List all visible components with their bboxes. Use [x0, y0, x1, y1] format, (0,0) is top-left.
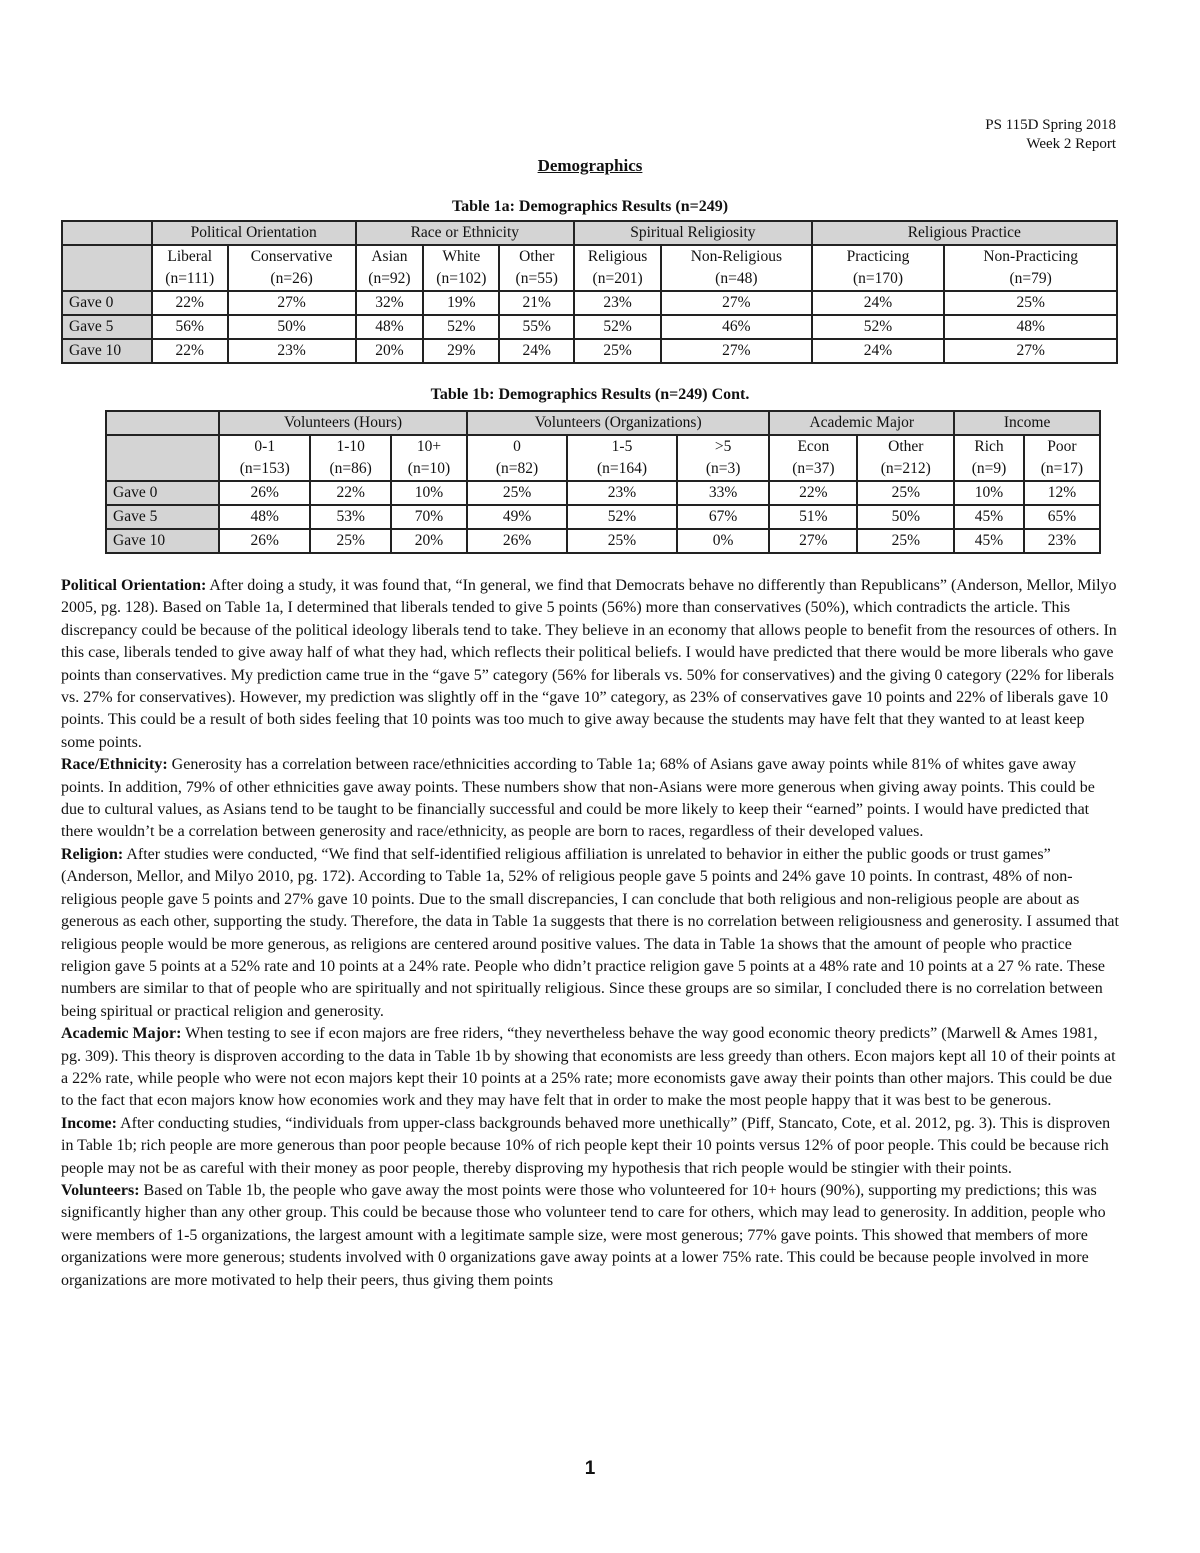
table-cell: 23%	[1024, 529, 1100, 553]
row-label: Gave 0	[106, 481, 219, 505]
column-header: Practicing (n=170)	[812, 245, 945, 291]
table-cell: 46%	[661, 315, 812, 339]
table-corner-cell	[62, 245, 152, 291]
table-cell: 24%	[499, 339, 574, 363]
table-cell: 22%	[310, 481, 390, 505]
paragraph-heading: Academic Major:	[61, 1025, 182, 1043]
table-cell: 65%	[1024, 505, 1100, 529]
table-row	[62, 291, 1117, 315]
report-label: Week 2 Report	[1026, 136, 1116, 152]
paragraph-volunteers	[61, 1180, 1119, 1292]
table-1b-caption: Table 1b: Demographics Results (n=249) Cont.	[430, 386, 750, 403]
table-cell: 27%	[769, 529, 857, 553]
table-cell: 22%	[152, 291, 228, 315]
group-header: Spiritual Religiosity	[574, 221, 812, 245]
page-header	[985, 116, 1116, 154]
table-cell: 48%	[944, 315, 1117, 339]
table-cell: 25%	[857, 481, 954, 505]
table-cell: 25%	[467, 481, 567, 505]
table-corner-cell	[106, 435, 219, 481]
row-label: Gave 5	[62, 315, 152, 339]
table-corner-cell	[106, 411, 219, 435]
table-cell: 23%	[567, 481, 677, 505]
paragraph-heading: Race/Ethnicity:	[61, 756, 168, 774]
table-cell: 26%	[219, 529, 310, 553]
table-cell: 25%	[944, 291, 1117, 315]
paragraph-heading: Volunteers:	[61, 1181, 140, 1199]
column-header: Other (n=212)	[857, 435, 954, 481]
paragraph-text: After studies were conducted, “We find that self-identified religious affiliation is unrelated to behavior in either the public goods or trust games” (Anderson, Mellor, and Milyo 2010, pg. 172). According to Table 1a, 52% of religious people gave 5 points and 24% gave 10 points. In contrast, 48% of non-religious people gave 5 points and 27% gave 10 points. Due to the small discrepancies, I can conclude that both religious and non-religious people are about as generous as each other, supporting the study. Therefore, the data in Table 1a suggests that there is no correlation between religiousness and generosity. I assumed that religious people would be more generous, as religions are centered around positive values. The data in Table 1a shows that the amount of people who practice religion gave 5 points at a 52% rate and 10 points at a 24% rate. People who didn’t practice religion gave 5 points at a 48% rate and 10 points at a 27 % rate. These numbers are similar to that of people who are spiritually and not spiritually religious. Since these groups are so similar, I concluded there is no correlation between being spiritual or practical religion and generosity.	[61, 845, 1119, 1020]
table-cell: 55%	[499, 315, 574, 339]
table-cell: 53%	[310, 505, 390, 529]
column-header: Non-Religious (n=48)	[661, 245, 812, 291]
table-cell: 27%	[661, 291, 812, 315]
table-cell: 67%	[677, 505, 769, 529]
paragraph-text: After conducting studies, “individuals from upper-class backgrounds behaved more unethically” (Piff, Stancato, Cote, et al. 2012, pg. 3). This is disproven in Table 1b; rich people are more generous than poor people because 10% of rich people kept their 10 points versus 12% of poor people. This could be because rich people may not be as careful with their money as poor people, thereby disproving my hypothesis that rich people would be stingier with their points.	[61, 1114, 1111, 1177]
group-header: Political Orientation	[152, 221, 356, 245]
paragraph-text: Based on Table 1b, the people who gave away the most points were those who volunteered for 10+ hours (90%), supporting my predictions; this was significantly higher than any other group. This could be because those who volunteer tend to care for others, which may lead to generosity. In addition, people who were members of 1-5 organizations, the largest amount with a legitimate sample size, were most generous; 77% gave points. This showed that members of more organizations were more generous; students involved with 0 organizations gave away points at a lower 75% rate. This could be because people involved in more organizations are more motivated to help their peers, thus giving them points	[61, 1181, 1106, 1289]
group-header: Academic Major	[769, 411, 954, 435]
table-cell: 22%	[769, 481, 857, 505]
column-header: Rich (n=9)	[954, 435, 1024, 481]
column-header: Econ (n=37)	[769, 435, 857, 481]
table-cell: 29%	[423, 339, 499, 363]
table-cell: 22%	[152, 339, 228, 363]
row-label: Gave 0	[62, 291, 152, 315]
table-cell: 27%	[228, 291, 356, 315]
paragraph-political-orientation	[61, 575, 1119, 754]
table-cell: 50%	[228, 315, 356, 339]
paragraph-heading: Income:	[61, 1114, 117, 1132]
table-cell: 10%	[391, 481, 467, 505]
table-cell: 23%	[228, 339, 356, 363]
column-header: 1-10 (n=86)	[310, 435, 390, 481]
paragraph-heading: Religion:	[61, 845, 124, 863]
table-cell: 50%	[857, 505, 954, 529]
column-header: Religious (n=201)	[574, 245, 661, 291]
table-cell: 10%	[954, 481, 1024, 505]
table-cell: 52%	[812, 315, 945, 339]
table-cell: 52%	[567, 505, 677, 529]
table-corner-cell	[62, 221, 152, 245]
table-cell: 19%	[423, 291, 499, 315]
table-cell: 0%	[677, 529, 769, 553]
column-header: Asian (n=92)	[356, 245, 424, 291]
column-header: 0-1 (n=153)	[219, 435, 310, 481]
table-cell: 25%	[574, 339, 661, 363]
group-header: Volunteers (Hours)	[219, 411, 467, 435]
group-header: Volunteers (Organizations)	[467, 411, 769, 435]
report-body	[61, 575, 1119, 1292]
paragraph-race-ethnicity	[61, 754, 1119, 844]
table-cell: 25%	[567, 529, 677, 553]
table-cell: 48%	[219, 505, 310, 529]
column-header: 0 (n=82)	[467, 435, 567, 481]
paragraph-text: Generosity has a correlation between race/ethnicities according to Table 1a; 68% of Asians gave away points while 81% of whites gave away points. In addition, 79% of other ethnicities gave away points. These numbers show that non-Asians were more generous when giving away points. This could be due to cultural values, as Asians tend to be taught to be financially successful and could be more likely to keep their “earned” points. I would have predicted that there wouldn’t be a correlation between generosity and race/ethnicity, as people are born to races, regardless of their developed values.	[61, 756, 1095, 841]
column-header: Conservative (n=26)	[228, 245, 356, 291]
table-cell: 45%	[954, 529, 1024, 553]
table-cell: 70%	[391, 505, 467, 529]
group-header: Income	[954, 411, 1100, 435]
page-number: 1	[584, 1458, 596, 1479]
table-cell: 33%	[677, 481, 769, 505]
table-cell: 48%	[356, 315, 424, 339]
table-cell: 32%	[356, 291, 424, 315]
paragraph-text: When testing to see if econ majors are free riders, “they nevertheless behave the way good economic theory predicts” (Marwell & Ames 1981, pg. 309). This theory is disproven according to the data in Table 1b by showing that economists are less greedy than others. Econ majors kept all 10 of their points at a 22% rate, while people who were not econ majors kept their 10 points at a 25% rate; more economists gave away their points than other majors. This could be due to the fact that econ majors know how economies work and they may have felt that in order to make the most people happy that it was best to be generous.	[61, 1025, 1116, 1110]
table-1b	[105, 410, 1101, 554]
paragraph-academic-major	[61, 1023, 1119, 1113]
section-title: Demographics	[537, 156, 643, 175]
table-cell: 56%	[152, 315, 228, 339]
table-cell: 51%	[769, 505, 857, 529]
row-label: Gave 10	[106, 529, 219, 553]
group-header: Religious Practice	[812, 221, 1117, 245]
paragraph-religion	[61, 844, 1119, 1023]
table-cell: 49%	[467, 505, 567, 529]
table-cell: 12%	[1024, 481, 1100, 505]
paragraph-text: After doing a study, it was found that, “In general, we find that Democrats behave no differently than Republicans” (Anderson, Mellor, Milyo 2005, pg. 128). Based on Table 1a, I determined that liberals tended to give 5 points (56%) more than conservatives (50%), which contradicts the article. This discrepancy could be because of the political ideology liberals tend to take. They believe in an economy that allows people to benefit from the resources of others. In this case, liberals tended to give away half of what they had, which reflects their political beliefs. I would have predicted that there would be more liberals who gave points than conservatives. My prediction came true in the “gave 5” category (56% for liberals vs. 50% for conservatives) and the giving 0 category (22% for liberals vs. 27% for conservatives). However, my prediction was slightly off in the “gave 10” category, as 23% of conservatives gave 10 points and 22% of liberals gave 10 points. This could be a result of both sides feeling that 10 points was too much to give away because the students may have felt that they wanted to at least keep some points.	[61, 577, 1117, 751]
table-cell: 21%	[499, 291, 574, 315]
table-row	[106, 481, 1100, 505]
column-header: White (n=102)	[423, 245, 499, 291]
column-header: 1-5 (n=164)	[567, 435, 677, 481]
table-row	[62, 315, 1117, 339]
table-row	[62, 339, 1117, 363]
table-1a	[61, 220, 1118, 364]
column-header: Liberal (n=111)	[152, 245, 228, 291]
table-cell: 52%	[574, 315, 661, 339]
table-cell: 26%	[219, 481, 310, 505]
row-label: Gave 5	[106, 505, 219, 529]
table-cell: 25%	[310, 529, 390, 553]
column-header: >5 (n=3)	[677, 435, 769, 481]
table-row	[106, 529, 1100, 553]
paragraph-heading: Political Orientation:	[61, 577, 207, 594]
table-cell: 45%	[954, 505, 1024, 529]
table-cell: 20%	[356, 339, 424, 363]
table-cell: 25%	[857, 529, 954, 553]
table-cell: 24%	[812, 339, 945, 363]
column-header: Non-Practicing (n=79)	[944, 245, 1117, 291]
table-cell: 26%	[467, 529, 567, 553]
table-row	[106, 505, 1100, 529]
table-cell: 24%	[812, 291, 945, 315]
column-header: Poor (n=17)	[1024, 435, 1100, 481]
table-cell: 20%	[391, 529, 467, 553]
course-label: PS 115D Spring 2018	[985, 117, 1116, 133]
paragraph-income	[61, 1113, 1119, 1180]
column-header: Other (n=55)	[499, 245, 574, 291]
table-cell: 52%	[423, 315, 499, 339]
table-cell: 23%	[574, 291, 661, 315]
table-1a-caption: Table 1a: Demographics Results (n=249)	[451, 198, 729, 215]
column-header: 10+ (n=10)	[391, 435, 467, 481]
table-cell: 27%	[944, 339, 1117, 363]
group-header: Race or Ethnicity	[356, 221, 575, 245]
row-label: Gave 10	[62, 339, 152, 363]
table-cell: 27%	[661, 339, 812, 363]
